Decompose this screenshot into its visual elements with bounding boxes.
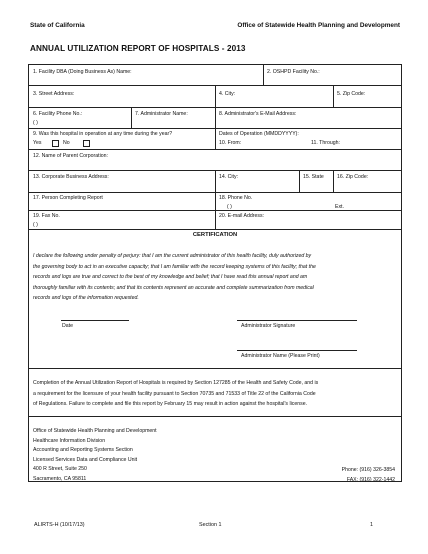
facility-phone-paren: ( ) <box>33 120 38 126</box>
no-checkbox[interactable] <box>83 140 90 147</box>
contact-line: 400 R Street, Suite 250 <box>33 466 87 473</box>
corporate-address-label: 13. Corporate Business Address: <box>33 174 109 180</box>
fax-no-label: 19. Fax No. <box>33 213 60 219</box>
person-completing-label: 17. Person Completing Report <box>33 195 103 201</box>
administrator-email-label: 8. Administrator's E-Mail Address: <box>219 111 297 117</box>
phone-no-label: 18. Phone No. <box>219 195 253 201</box>
city-label: 4. City: <box>219 91 236 97</box>
email-address-label: 20. E-mail Address: <box>219 213 264 219</box>
signature-label: Administrator Signature <box>241 323 296 329</box>
no-label: No <box>63 140 70 146</box>
contact-line: Sacramento, CA 95811 <box>33 475 87 482</box>
page-title: ANNUAL UTILIZATION REPORT OF HOSPITALS - 2013 <box>30 44 246 53</box>
phone-no-paren: ( ) <box>227 204 232 210</box>
certification-text <box>33 251 399 304</box>
certification-line: the governing body to act in an executive capacity; that I am familiar with the record keeping systems of this facility; that the <box>33 263 316 270</box>
administrator-name-label: 7. Administrator Name: <box>135 111 188 117</box>
yes-checkbox[interactable] <box>52 140 59 147</box>
notice-line: a requirement for the licensure of your health facility pursuant to Section 70735 and 71533 of Title 22 of the California Code <box>33 390 316 397</box>
contact-address <box>33 427 273 485</box>
certification-line: records and logs of the information requested. <box>33 295 139 302</box>
report-form <box>28 64 402 482</box>
contact-fax: FAX: (916) 322-1442 <box>346 477 395 483</box>
corporate-zip-label: 16. Zip Code: <box>337 174 369 180</box>
oshpd-facility-no-label: 2. OSHPD Facility No.: <box>267 69 320 75</box>
facility-name-label: 1. Facility DBA (Doing Business As) Name: <box>33 69 132 75</box>
facility-phone-label: 6. Facility Phone No.: <box>33 111 83 117</box>
page-number: 1 <box>370 522 373 528</box>
contact-line: Licensed Services Data and Compliance Unit <box>33 456 138 463</box>
street-address-label: 3. Street Address: <box>33 91 75 97</box>
form-id: ALIRTS-H (10/17/13) <box>34 522 85 528</box>
certification-heading: CERTIFICATION <box>192 232 238 238</box>
certification-line: records and logs are true and correct to the best of my knowledge and belief; that I have read this annual report and am <box>33 274 308 281</box>
notice-line: of Regulations. Failure to complete and file this report by February 15 may result in action against the hospital's license. <box>33 401 308 408</box>
through-label: 11. Through: <box>311 140 340 146</box>
corporate-city-label: 14. City: <box>219 174 239 180</box>
contact-line: Office of Statewide Health Planning and Development <box>33 428 157 434</box>
contact-phone: Phone: (916) 326-3854 <box>341 467 395 473</box>
certification-line: I declare the following under penalty of perjury: that I am the current administrator of this health facility, duly authorized by <box>33 253 312 259</box>
from-label: 10. From: <box>219 140 242 146</box>
contact-line: Accounting and Reporting Systems Section <box>33 447 133 454</box>
yes-label: Yes <box>33 140 42 146</box>
corporate-state-label: 15. State <box>303 174 324 180</box>
notice-line: Completion of the Annual Utilization Report of Hospitals is required by Section 127285 of the Health and Safety Code, and is <box>33 380 319 386</box>
date-line[interactable] <box>61 320 129 321</box>
contact-line: Healthcare Information Division <box>33 437 106 444</box>
printed-name-label: Administrator Name (Please Print) <box>241 353 320 359</box>
completion-notice <box>33 378 399 410</box>
parent-corporation-label: 12. Name of Parent Corporation: <box>33 153 108 159</box>
header-state: State of California <box>30 22 85 29</box>
zip-code-label: 5. Zip Code: <box>337 91 366 97</box>
date-label: Date <box>62 323 73 329</box>
ext-label: Ext. <box>335 204 344 210</box>
dates-of-operation-label: Dates of Operation (MMDDYYYY): <box>219 131 299 137</box>
fax-no-paren: ( ) <box>33 222 38 228</box>
signature-line[interactable] <box>237 320 357 321</box>
certification-line: thoroughly familiar with its contents; and that its contents represent an accurate and complete summarization from medical <box>33 284 314 291</box>
printed-name-line[interactable] <box>237 350 357 351</box>
in-operation-question: 9. Was this hospital in operation at any time during the year? <box>33 131 173 137</box>
header-office: Office of Statewide Health Planning and Development <box>237 22 400 29</box>
section-label: Section 1 <box>199 522 222 528</box>
